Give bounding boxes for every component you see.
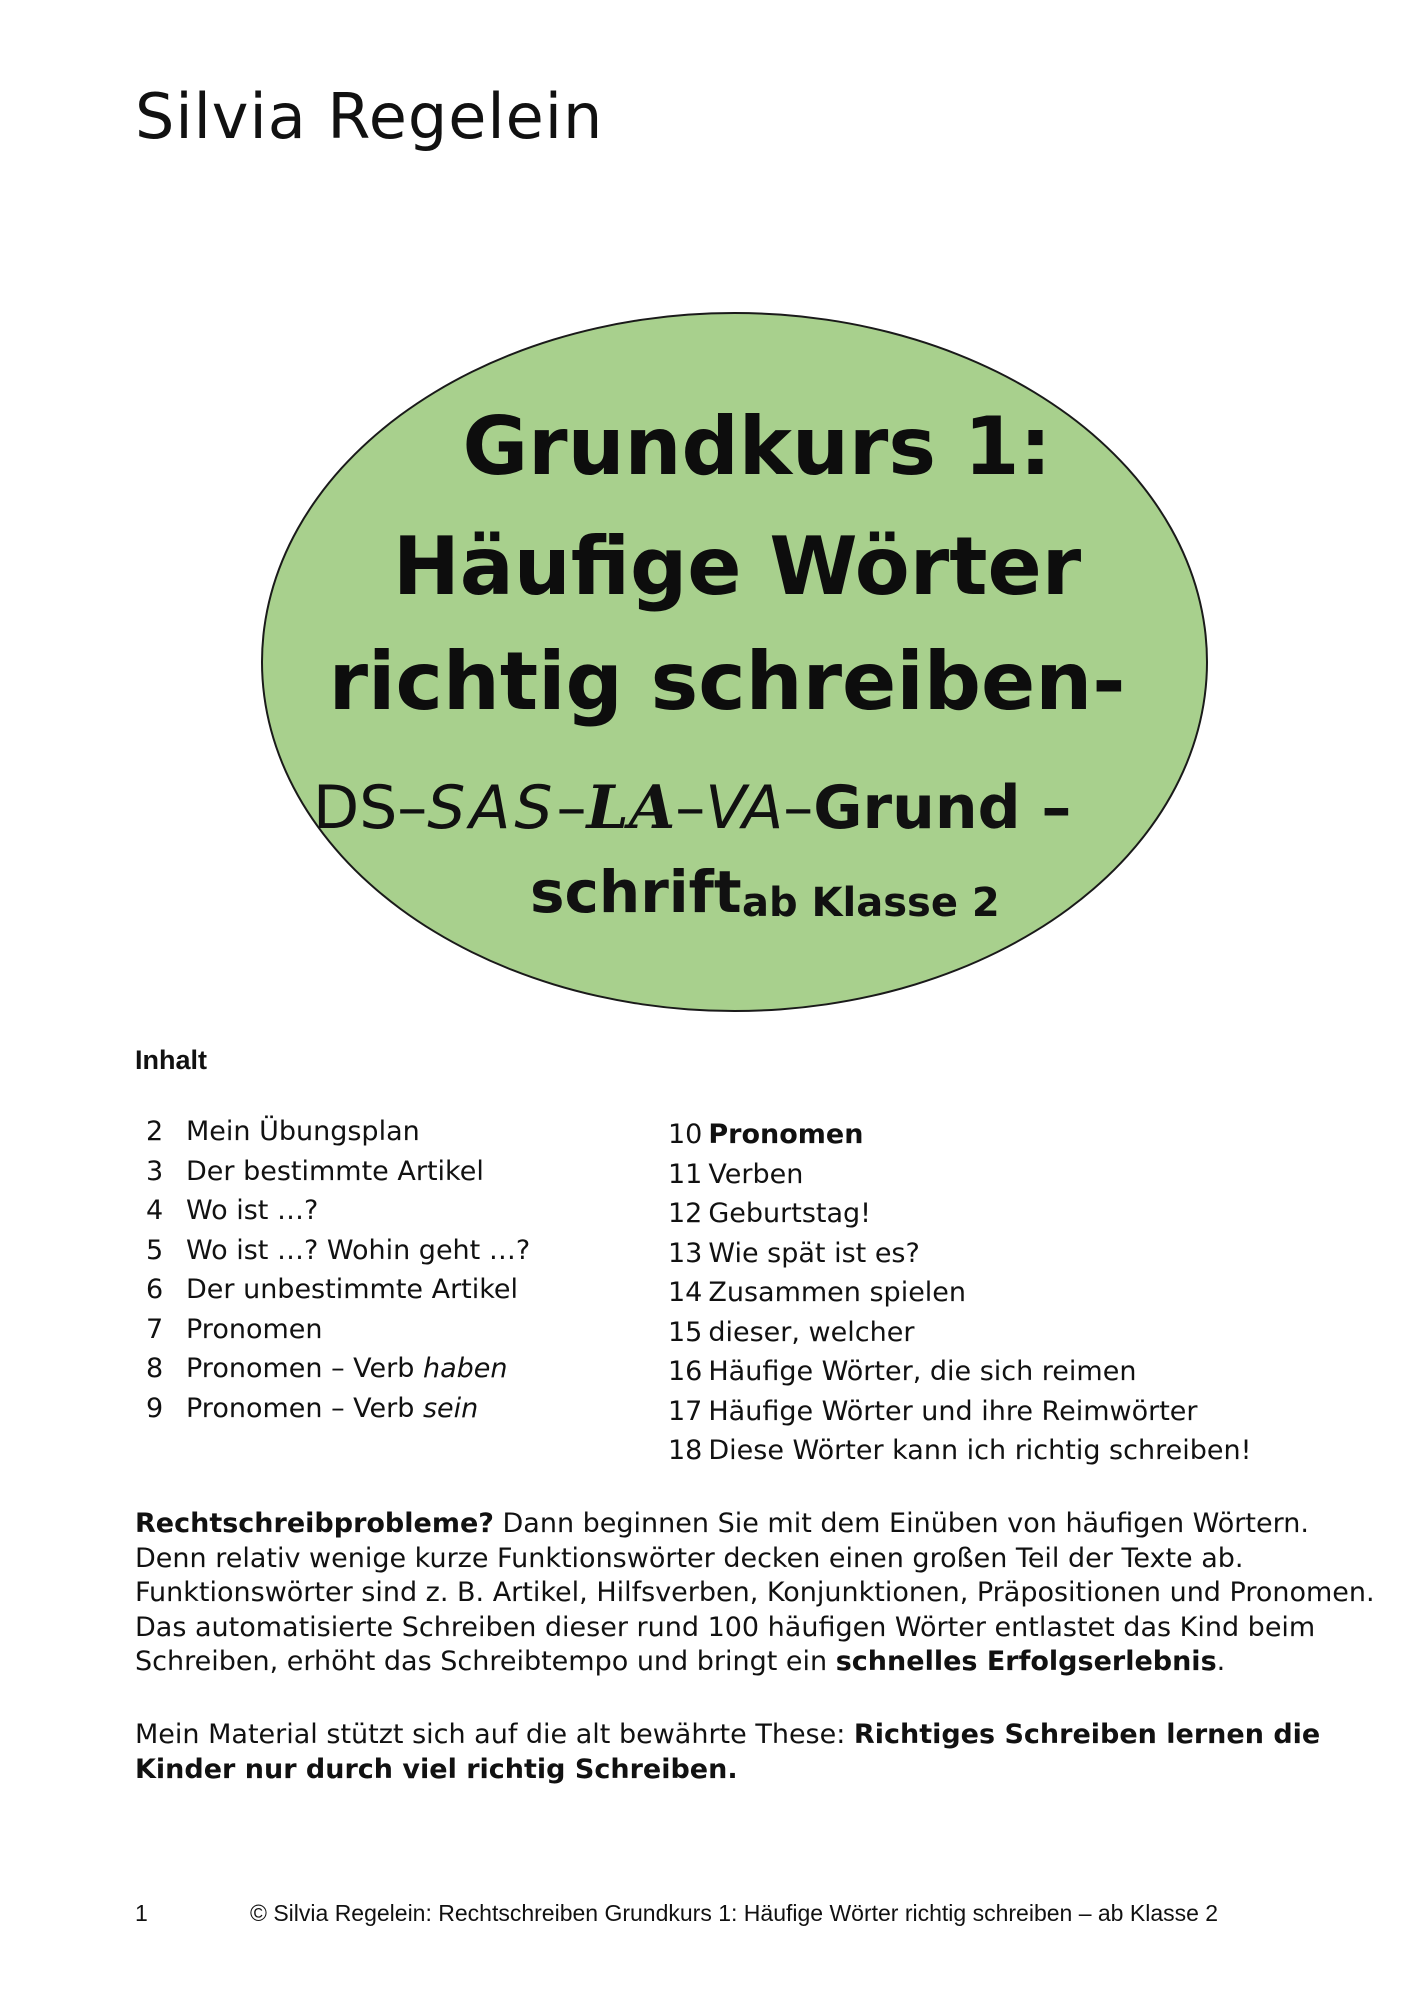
toc-item-number: 15 (668, 1316, 703, 1348)
toc-item-number: 16 (668, 1356, 703, 1387)
toc-item-label: Häufige Wörter und ihre Reimwörter (708, 1395, 1198, 1427)
grade-label: ab Klasse 2 (742, 880, 1000, 926)
toc-item-number: 2 (146, 1116, 164, 1147)
toc-item-label: Verben (708, 1158, 804, 1190)
toc-item (140, 1191, 530, 1231)
toc-item-number: 14 (668, 1277, 703, 1308)
toc-item-number: 4 (146, 1195, 164, 1226)
intro-body: Dann beginnen Sie mit dem Einüben von häufigen Wörtern. Denn relativ wenige kurze Funktionswörter decken einen großen Teil der Texte ab. Funktionswörter sind z. B. Artikel, Hilfsverben, Konjunktionen, Präpositionen und Pronomen. Das automatisierte Schreiben dieser rund 100 häufigen Wörter entlastet das Kind beim Schreiben, erhöht das Schreibtempo und bringt ein (135, 1508, 1375, 1677)
toc-item (140, 1231, 530, 1271)
toc-item-label: Pronomen – Verb (186, 1392, 423, 1424)
toc-item (668, 1234, 1251, 1274)
toc-column-2 (668, 1115, 1251, 1471)
toc-item-label-emphasis: sein (422, 1392, 479, 1424)
script-sas: SAS (427, 773, 557, 843)
toc-heading: Inhalt (135, 1045, 207, 1075)
toc-item-label: Der unbestimmte Artikel (186, 1274, 519, 1305)
toc-item-number: 10 (668, 1119, 703, 1150)
script-ds: DS (313, 773, 398, 843)
intro-paragraph-2 (135, 1718, 1375, 1787)
script-schrift: schrift (530, 858, 742, 926)
toc-item (668, 1352, 1251, 1392)
toc-item (140, 1310, 530, 1350)
page-number: 1 (135, 1900, 148, 1926)
toc-item-label: Zusammen spielen (708, 1277, 967, 1308)
intro-emphasis: schnelles Erfolgserlebnis (835, 1646, 1217, 1677)
toc-item-label: Der bestimmte Artikel (186, 1155, 484, 1187)
toc-item (140, 1112, 530, 1152)
intro-lead: Rechtschreibprobleme? (135, 1508, 494, 1539)
separator: – (783, 773, 814, 843)
toc-item (140, 1389, 530, 1429)
toc-item (140, 1270, 530, 1310)
toc-item-label: Pronomen (186, 1313, 323, 1345)
title-line-3: richtig schreiben- (328, 635, 1126, 728)
toc-item-number: 8 (146, 1353, 164, 1384)
toc-item-label-emphasis: haben (422, 1353, 508, 1384)
toc-item-label: Diese Wörter kann ich richtig schreiben! (708, 1435, 1252, 1466)
toc-column-1 (140, 1112, 530, 1428)
toc-item-label: dieser, welcher (708, 1316, 915, 1348)
toc-item (668, 1155, 1251, 1195)
script-types-line (313, 773, 1071, 843)
title-line-2: Häufige Wörter (392, 520, 1082, 613)
toc-item (668, 1273, 1251, 1313)
separator: – (556, 773, 587, 843)
script-la: LA (586, 773, 676, 843)
toc-item-number: 11 (668, 1158, 703, 1190)
intro-paragraph-1 (135, 1507, 1375, 1680)
toc-item-number: 3 (146, 1155, 164, 1187)
title-line-1: Grundkurs 1: (462, 400, 1052, 493)
toc-item-label: Mein Übungsplan (186, 1116, 420, 1147)
toc-item-label: Pronomen – Verb (186, 1353, 423, 1384)
toc-item (668, 1431, 1251, 1471)
toc-item (668, 1115, 1251, 1155)
separator: – (675, 773, 706, 843)
toc-item (668, 1194, 1251, 1234)
toc-item-label: Wo ist …? Wohin geht …? (186, 1234, 531, 1266)
intro-emphasis: Richtiges Schreiben lernen die Kinder nur durch viel richtig Schreiben. (135, 1719, 1321, 1785)
toc-item-label: Geburtstag! (708, 1198, 871, 1229)
toc-item-label: Wie spät ist es? (708, 1237, 920, 1269)
toc-item-number: 9 (146, 1392, 164, 1424)
intro-period: . (1216, 1646, 1226, 1677)
script-va: VA (705, 773, 784, 843)
separator: – (397, 773, 428, 843)
intro-body: Mein Material stützt sich auf die alt bewährte These: (135, 1719, 854, 1750)
author-name: Silvia Regelein (135, 80, 604, 153)
toc-item (668, 1313, 1251, 1353)
toc-item-number: 6 (146, 1274, 164, 1305)
toc-item-label: Pronomen (708, 1119, 864, 1150)
footer-copyright: © Silvia Regelein: Rechtschreiben Grundkurs 1: Häufige Wörter richtig schreiben – ab Klasse 2 (250, 1900, 1219, 1926)
toc-item (140, 1349, 530, 1389)
toc-item-number: 5 (146, 1234, 164, 1266)
toc-item-label: Wo ist …? (186, 1195, 319, 1226)
toc-item-number: 13 (668, 1237, 703, 1269)
toc-item-number: 17 (668, 1395, 703, 1427)
toc-item-label: Häufige Wörter, die sich reimen (708, 1356, 1137, 1387)
toc-item-number: 12 (668, 1198, 703, 1229)
toc-item-number: 7 (146, 1313, 164, 1345)
toc-item (140, 1152, 530, 1192)
toc-item (668, 1392, 1251, 1432)
script-grund: Grund – (813, 773, 1072, 843)
toc-item-number: 18 (668, 1435, 703, 1466)
